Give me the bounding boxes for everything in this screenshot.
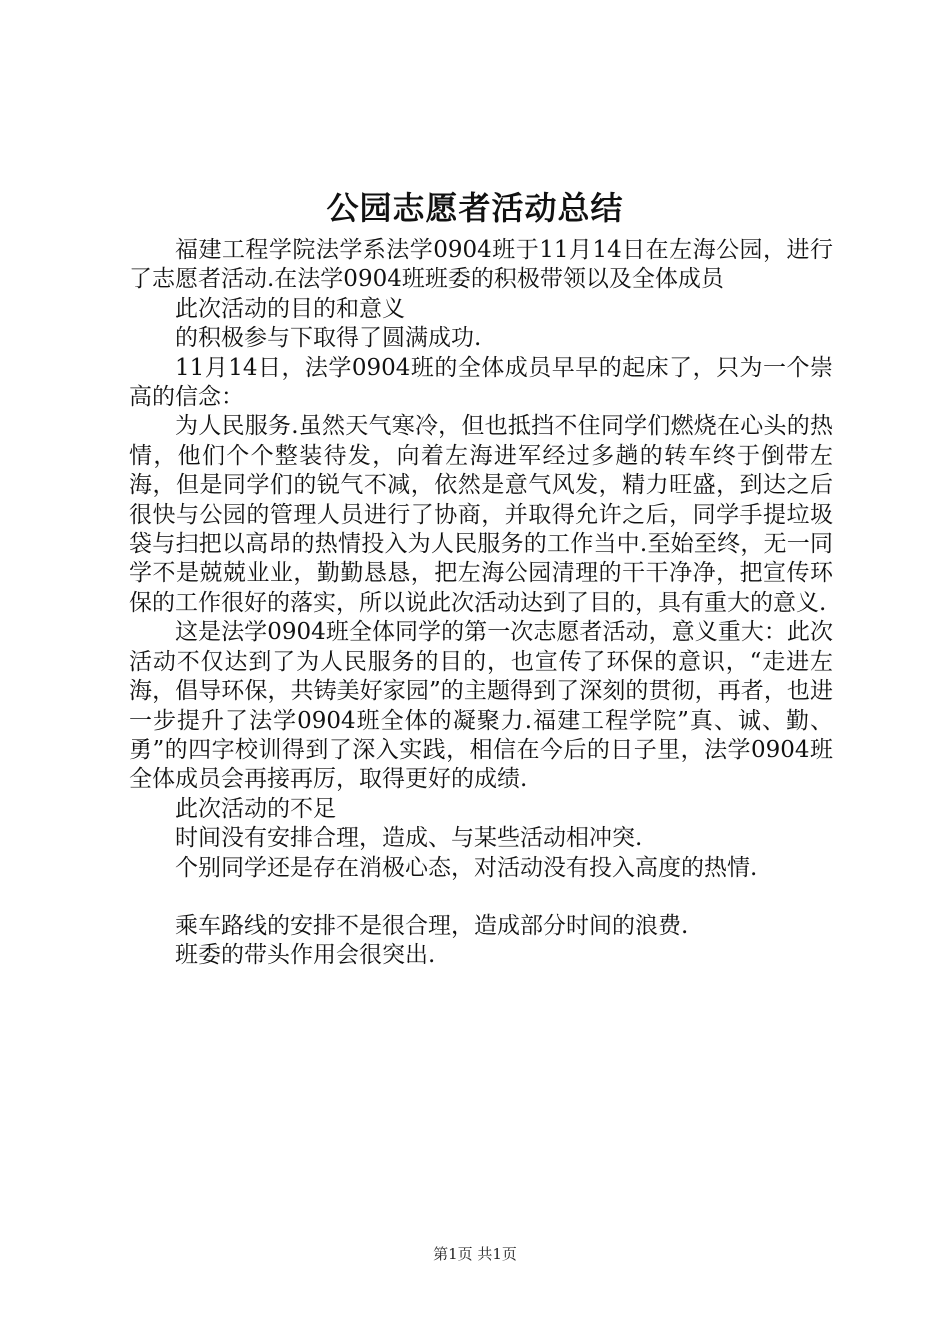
paragraph-activity-details: 为人民服务.虽然天气寒冷，但也抵挡不住同学们燃烧在心头的热情，他们个个整装待发，向着左海进军经过多趟的转车终于倒带左海，但是同学们的锐气不减，依然是意气风发，精力旺盛，到达之后很快与公园的管理人员进行了协商，并取得允许之后，同学手提垃圾袋与扫把以高昂的热情投入为人民服务的工作当中.至始至终，无一同学不是兢兢业业，勤勤恳恳，把左海公园清理的干干净净，把宣传环保的工作很好的落实，所以说此次活动达到了目的，具有重大的意义. [129,413,833,616]
document-body [129,236,833,971]
page-number: 第1页 共1页 [433,1245,517,1263]
paragraph-intro: 福建工程学院法学系法学0904班于11月14日在左海公园，进行了志愿者活动.在法学0904班班委的积极带领以及全体成员 [129,237,833,293]
paragraph-shortcoming-leadership: 班委的带头作用会很突出. [175,942,436,969]
paragraph-date: 11月14日，法学0904班的全体成员早早的起床了，只为一个崇高的信念： [129,354,833,411]
paragraph-significance: 这是法学0904班全体同学的第一次志愿者活动，意义重大：此次活动不仅达到了为人民服务的目的，也宣传了环保的意识，“走进左海，倡导环保，共铸美好家园”的主题得到了深刻的贯彻，再者，也进一步提升了法学0904班全体的凝聚力.福建工程学院”真、诚、勤、勇”的四字校训得到了深入实践，相信在今后的日子里，法学0904班全体成员会再接再厉，取得更好的成绩. [129,619,833,793]
paragraph-shortcoming-attitude: 个别同学还是存在消极心态，对活动没有投入高度的热情. [175,854,758,881]
paragraph-shortcomings-heading: 此次活动的不足 [175,795,336,822]
document-title: 公园志愿者活动总结 [326,189,624,227]
paragraph-shortcoming-route: 乘车路线的安排不是很合理，造成部分时间的浪费. [175,912,689,939]
paragraph-success: 的积极参与下取得了圆满成功. [175,325,482,352]
paragraph-shortcoming-time: 时间没有安排合理，造成、与某些活动相冲突. [175,825,643,852]
paragraph-purpose-heading: 此次活动的目的和意义 [175,295,405,322]
